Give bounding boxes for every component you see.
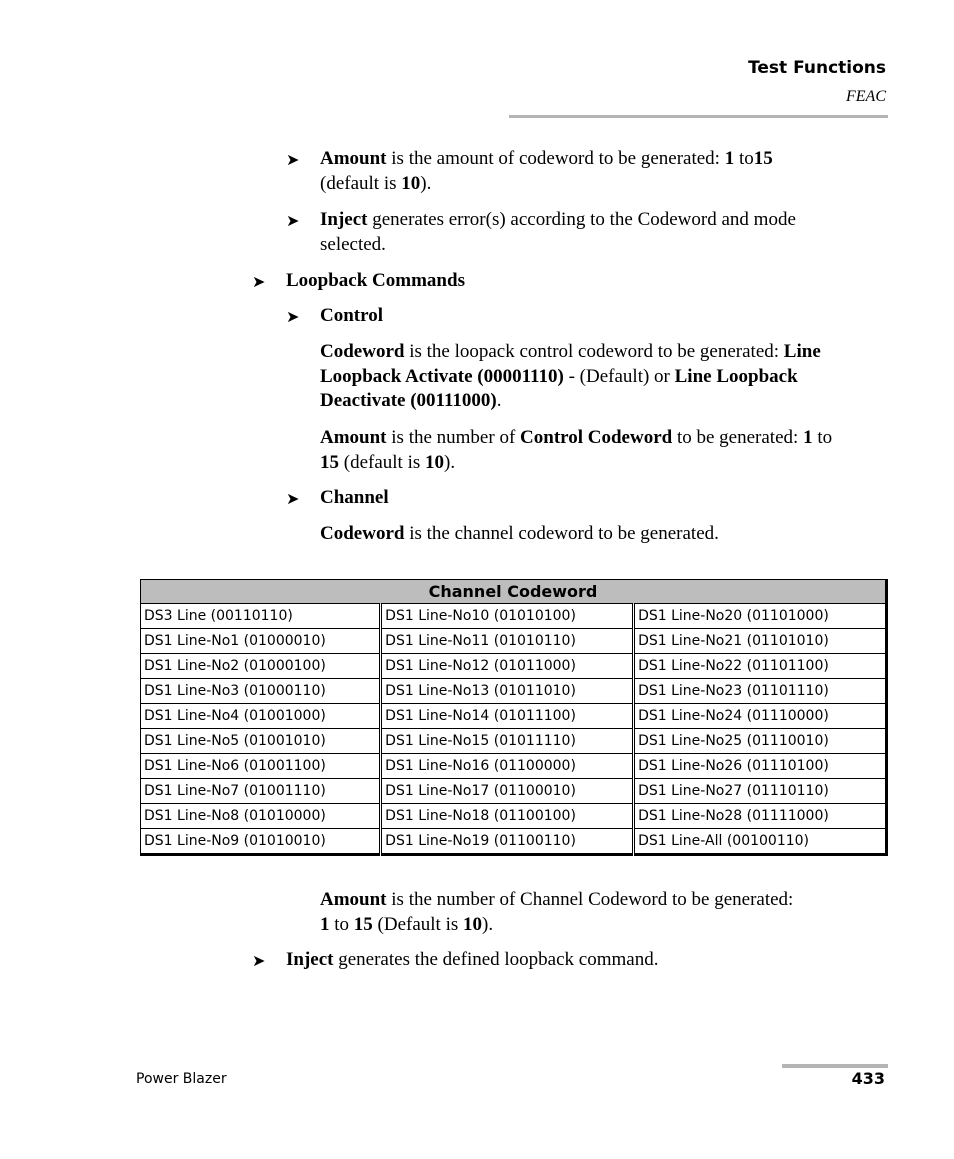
table-cell: DS1 Line-No22 (01101100)	[634, 654, 887, 679]
table-row	[141, 779, 887, 804]
table-cell: DS1 Line-No21 (01101010)	[634, 629, 887, 654]
control-heading: Control	[320, 305, 383, 326]
table-cell: DS1 Line-No23 (01101110)	[634, 679, 887, 704]
section-title: Test Functions	[748, 58, 886, 78]
table-cell: DS1 Line-No28 (01111000)	[634, 804, 887, 829]
table-row	[141, 829, 887, 855]
table-row	[141, 654, 887, 679]
arrowhead-bullet-icon: ➤	[286, 152, 300, 169]
control-codeword-paragraph: Codeword is the loopack control codeword to be generated: Line Loopback Activate (00001110) - (Default) or Line Loopback Deactivate (00111000).	[320, 341, 821, 411]
table-cell: DS1 Line-No3 (01000110)	[141, 679, 381, 704]
table-cell: DS1 Line-No20 (01101000)	[634, 604, 887, 629]
page-number: 433	[851, 1069, 885, 1088]
table-row	[141, 729, 887, 754]
table-cell: DS1 Line-No14 (01011100)	[381, 704, 634, 729]
table-cell: DS1 Line-No16 (01100000)	[381, 754, 634, 779]
table-cell: DS1 Line-No24 (01110000)	[634, 704, 887, 729]
table-cell: DS1 Line-No7 (01001110)	[141, 779, 381, 804]
table-cell: DS1 Line-No17 (01100010)	[381, 779, 634, 804]
arrowhead-bullet-icon: ➤	[252, 274, 266, 291]
amount-paragraph: Amount is the amount of codeword to be generated: 1 to15 (default is 10).	[320, 148, 773, 194]
inject-paragraph: Inject generates error(s) according to the Codeword and mode selected.	[320, 209, 796, 255]
table-cell: DS1 Line-No1 (01000010)	[141, 629, 381, 654]
table-cell: DS1 Line-No5 (01001010)	[141, 729, 381, 754]
table-cell: DS1 Line-No18 (01100100)	[381, 804, 634, 829]
table-cell: DS1 Line-No12 (01011000)	[381, 654, 634, 679]
channel-amount-paragraph: Amount is the number of Channel Codeword to be generated: 1 to 15 (Default is 10).	[320, 889, 794, 935]
table-row	[141, 679, 887, 704]
footer-product-name: Power Blazer	[136, 1071, 227, 1087]
channel-heading: Channel	[320, 487, 389, 508]
arrowhead-bullet-icon: ➤	[252, 953, 266, 970]
table-cell: DS1 Line-No10 (01010100)	[381, 604, 634, 629]
table-cell: DS1 Line-No9 (01010010)	[141, 829, 381, 855]
table-cell: DS1 Line-No11 (01010110)	[381, 629, 634, 654]
loopback-commands-heading: Loopback Commands	[286, 270, 465, 291]
channel-codeword-table	[140, 579, 888, 856]
table-row	[141, 704, 887, 729]
footer-rule	[782, 1064, 888, 1068]
arrowhead-bullet-icon: ➤	[286, 491, 300, 508]
header-rule	[509, 115, 888, 118]
table-row	[141, 754, 887, 779]
table-cell: DS1 Line-No6 (01001100)	[141, 754, 381, 779]
table-cell: DS1 Line-No27 (01110110)	[634, 779, 887, 804]
arrowhead-bullet-icon: ➤	[286, 213, 300, 230]
inject-loopback-paragraph: Inject generates the defined loopback command.	[286, 949, 659, 970]
table-cell: DS1 Line-No15 (01011110)	[381, 729, 634, 754]
section-subtitle: FEAC	[846, 88, 886, 105]
table-cell: DS1 Line-No2 (01000100)	[141, 654, 381, 679]
table-cell: DS3 Line (00110110)	[141, 604, 381, 629]
table-row	[141, 629, 887, 654]
table-cell: DS1 Line-All (00100110)	[634, 829, 887, 855]
table-header: Channel Codeword	[141, 580, 887, 604]
table-row	[141, 804, 887, 829]
channel-codeword-paragraph: Codeword is the channel codeword to be generated.	[320, 523, 719, 544]
control-amount-paragraph: Amount is the number of Control Codeword to be generated: 1 to 15 (default is 10).	[320, 427, 833, 473]
table-cell: DS1 Line-No4 (01001000)	[141, 704, 381, 729]
table-cell: DS1 Line-No19 (01100110)	[381, 829, 634, 855]
table-cell: DS1 Line-No8 (01010000)	[141, 804, 381, 829]
table-cell: DS1 Line-No26 (01110100)	[634, 754, 887, 779]
table-cell: DS1 Line-No13 (01011010)	[381, 679, 634, 704]
arrowhead-bullet-icon: ➤	[286, 309, 300, 326]
table-row	[141, 604, 887, 629]
table-cell: DS1 Line-No25 (01110010)	[634, 729, 887, 754]
